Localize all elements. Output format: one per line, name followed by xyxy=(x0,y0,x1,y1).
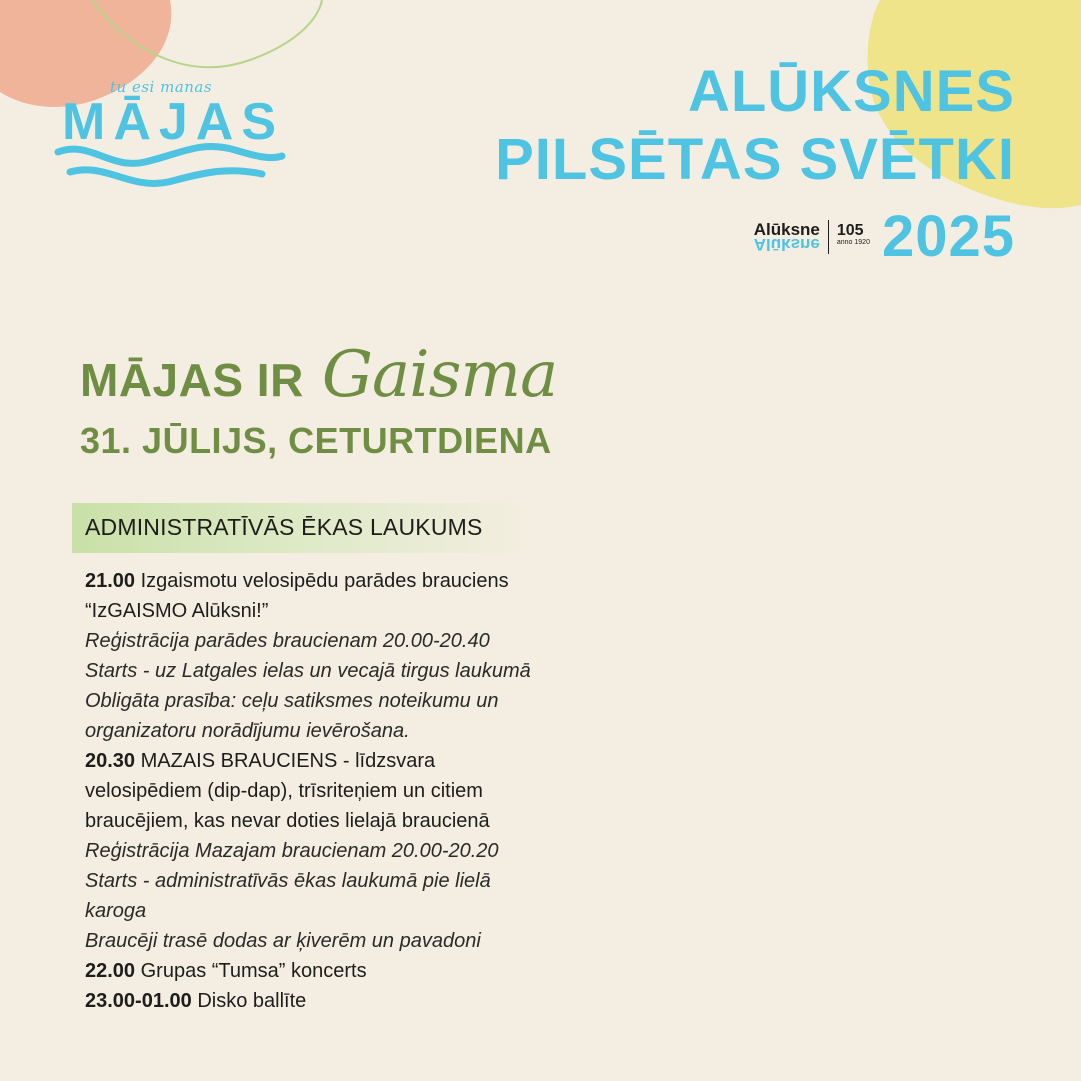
anniversary-number: 105 xyxy=(836,222,864,239)
event-3-title: Grupas “Tumsa” koncerts xyxy=(140,960,367,982)
event-2-line-1 xyxy=(85,746,585,776)
event-2-time: 20.30 xyxy=(85,750,136,772)
festival-year: 2025 xyxy=(881,204,1015,269)
event-4-title: Disko ballīte xyxy=(197,990,307,1012)
logo-tagline: tu esi manas xyxy=(110,78,213,96)
majas-logo xyxy=(50,70,290,200)
event-1-time: 21.00 xyxy=(85,570,136,592)
location-label: ADMINISTRATĪVĀS ĒKAS LAUKUMS xyxy=(85,514,483,540)
event-1-note-1: Reģistrācija parādes braucienam 20.00-20.40 xyxy=(85,630,490,652)
anniversary-since: anno 1920 xyxy=(836,239,870,246)
program-list xyxy=(85,566,585,1016)
festival-title xyxy=(495,58,1015,194)
event-3-time: 22.00 xyxy=(85,960,136,982)
title-line-1: ALŪKSNES xyxy=(687,59,1015,124)
event-4 xyxy=(85,986,585,1016)
event-3 xyxy=(85,956,585,986)
headline-script: Gaisma xyxy=(321,338,558,412)
event-2-note-2: Starts - administratīvās ēkas laukumā pie lielā xyxy=(85,870,491,892)
logo-word: MĀJAS xyxy=(62,93,285,151)
aluksne-word: Alūksne xyxy=(753,220,820,239)
event-1-note-4: organizatoru norādījumu ievērošana. xyxy=(85,720,410,742)
event-1-title-2: “IzGAISMO Alūksni!” xyxy=(85,600,269,622)
event-2-title-3: braucējiem, kas nevar doties lielajā braucienā xyxy=(85,810,490,832)
event-1-note-3: Obligāta prasība: ceļu satiksmes noteikumu un xyxy=(85,690,499,712)
event-1-line-1 xyxy=(85,566,585,596)
event-1-note-2: Starts - uz Latgales ielas un vecajā tirgus laukumā xyxy=(85,660,531,682)
year-row xyxy=(754,205,1015,269)
event-1-title: Izgaismotu velosipēdu parādes brauciens xyxy=(140,570,509,592)
headline xyxy=(80,338,557,412)
event-2-note-4: Braucēji trasē dodas ar ķiverēm un pavadoni xyxy=(85,930,481,952)
location-bar xyxy=(72,503,542,553)
event-2-note-1: Reģistrācija Mazajam braucienam 20.00-20.20 xyxy=(85,840,499,862)
anniversary-mark xyxy=(836,222,870,249)
headline-main: MĀJAS IR xyxy=(80,354,304,406)
title-line-2: PILSĒTAS SVĒTKI xyxy=(495,127,1015,192)
wave-icon xyxy=(50,70,290,200)
aluksne-wordmark xyxy=(754,222,820,252)
event-date: 31. JŪLIJS, CETURTDIENA xyxy=(80,420,552,461)
event-2-note-3: karoga xyxy=(85,900,147,922)
aluksne-word-mirror: Alūksne xyxy=(753,235,820,254)
event-2-title-2: velosipēdiem (dip-dap), trīsriteņiem un citiem xyxy=(85,780,483,802)
event-4-time: 23.00-01.00 xyxy=(85,990,192,1012)
aluksne-105-logo xyxy=(754,220,870,254)
logo-divider xyxy=(828,220,829,254)
event-2-title-1: MAZAIS BRAUCIENS - līdzsvara xyxy=(140,750,436,772)
